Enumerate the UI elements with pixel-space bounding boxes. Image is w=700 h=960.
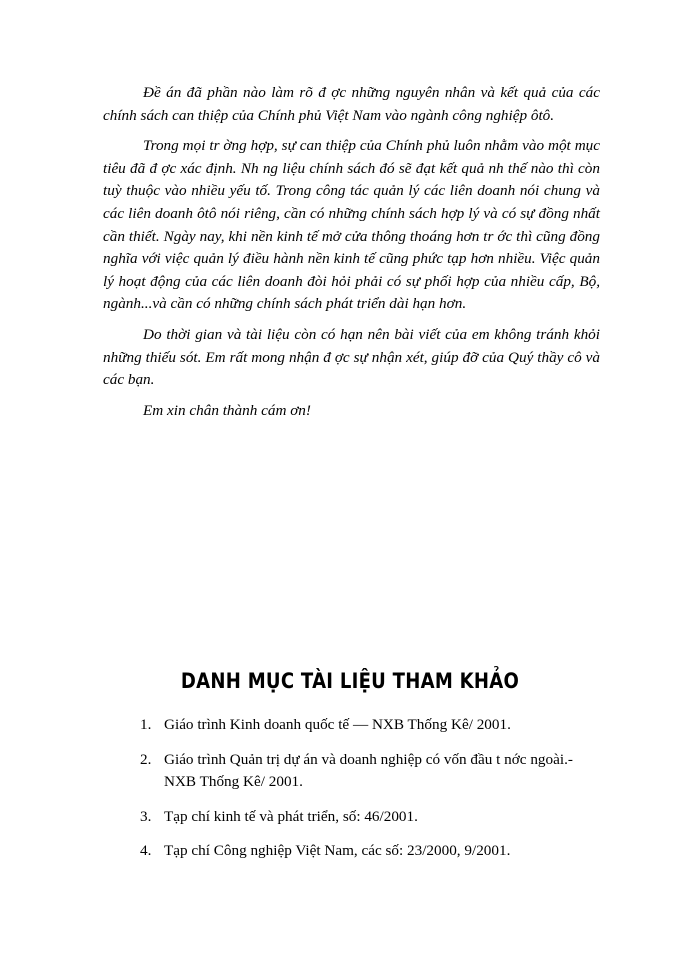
references-title: DANH MỤC TÀI LIỆU THAM KHẢO [180,669,520,693]
reference-number: 3. [140,807,152,825]
conclusion-paragraph-1: Đề án đã phần nào làm rõ đ ợc những nguyên nhân và kết quả của các chính sách can thiệp của Chính phủ Việt Nam vào ngành công nghiệp ôtô. [103,84,600,124]
reference-number: 2. [140,750,152,768]
closing-thanks: Em xin chân thành cám ơn! [143,401,311,419]
reference-text: Tạp chí Công nghiệp Việt Nam, các số: 23/2000, 9/2001. [164,842,511,860]
conclusion-paragraph-2: Trong mọi tr ờng hợp, sự can thiệp của Chính phủ luôn nhằm vào một mục tiêu đã đ ợc xác định. Nh ng liệu chính sách đó sẽ đạt kết quả nh thế nào thì còn tuỳ thuộc vào nhiều yếu tố. Trong công tác quản lý các liên doanh nói chung và các liên doanh ôtô nói riêng, cần có những chính sách hợp lý và có sự đồng nhất cần thiết. Ngày nay, khi nền kinh tế mở cửa thông thoáng hơn tr ớc thì cũng đồng nghĩa với việc quản lý điều hành nền kinh tế cũng phức tạp hơn nhiều. Việc quản lý hoạt động của các liên doanh đòi hỏi phải có sự phối hợp của nhiều cấp, Bộ, ngành...và cần có những chính sách phát triển dài hạn hơn. [103,137,600,313]
reference-item-2 [140,749,600,794]
reference-text: Giáo trình Quản trị dự án và doanh nghiệp có vốn đầu t nớc ngoài.- NXB Thống Kê/ 2001. [164,750,573,791]
reference-number: 4. [140,842,152,860]
reference-text: Tạp chí kinh tế và phát triển, số: 46/2001. [164,807,418,825]
references-list [140,714,600,875]
reference-item-4 [140,840,600,863]
conclusion-section [103,82,600,422]
reference-number: 1. [140,716,152,733]
conclusion-paragraph-3: Do thời gian và tài liệu còn có hạn nên bài viết của em không tránh khỏi những thiếu sót. Em rất mong nhận đ ợc sự nhận xét, giúp đỡ của Quý thầy cô và các bạn. [103,325,600,389]
reference-item-1 [140,714,600,737]
reference-text: Giáo trình Kinh doanh quốc tế — NXB Thống Kê/ 2001. [164,716,511,733]
reference-item-3 [140,806,600,829]
